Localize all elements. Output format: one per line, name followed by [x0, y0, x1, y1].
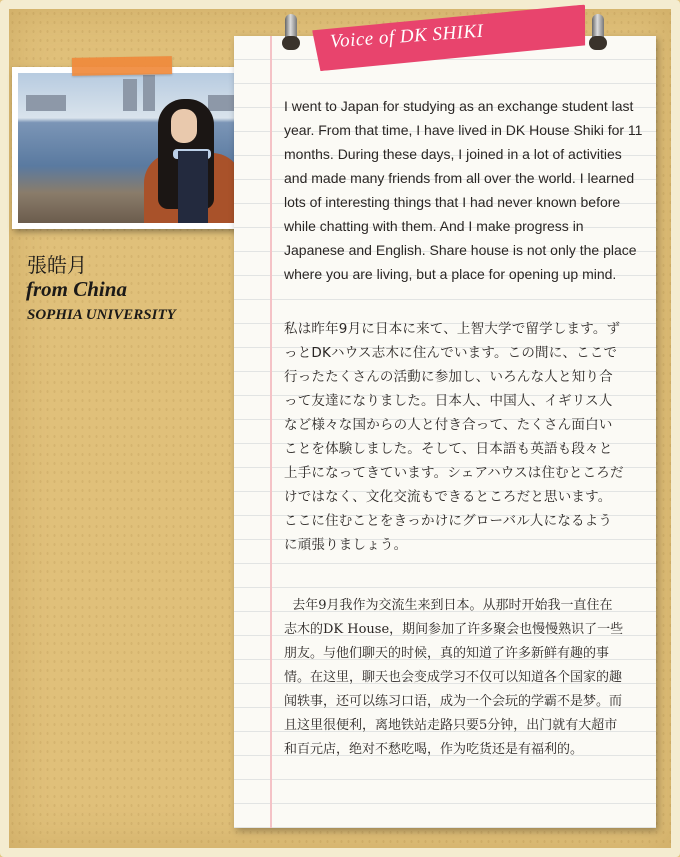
- student-origin: from China: [26, 277, 127, 301]
- student-university: SOPHIA UNIVERSITY: [27, 307, 176, 323]
- binder-ring-left: [285, 14, 297, 50]
- binder-ring-right: [592, 14, 604, 50]
- student-name: 張皓月: [27, 253, 87, 277]
- photo-tape: [72, 56, 172, 76]
- testimonial-chinese: 去年9月我作为交流生来到日本。从那时开始我一直住在志木的DK House，期间参加了许多聚会也慢慢熟识了一些朋友。与他们聊天的时候，真的知道了许多新鲜有趣的事情。在这里，聊天也会变成学习不仅可以知道各个国家的趣闻轶事，还可以练习口语，成为一个会玩的学霸不是梦。而且这里很便利，离地铁站走路只要5分钟，出门就有大超市和百元店，绝对不愁吃喝，作为吃货还是有福利的。: [284, 598, 624, 757]
- profile-photo-card: [12, 67, 258, 229]
- testimonial-japanese: 私は昨年9月に日本に来て、上智大学で留学します。ずっとDKハウス志木に住んでいます。この間に、ここで行ったたくさんの活動に参加し、いろんな人と知り合って友達になりました。日本人、中国人、イギリス人など様々な国からの人と付き合って、たくさん面白いことを体験しました。そして、日本語も英語も段々と上手になってきています。シェアハウスは住むところだけではなく、文化交流もできるところだと思います。ここに住むことをきっかけにグローバル人になるように頑張りましょう。: [284, 321, 624, 553]
- profile-photo: [18, 73, 252, 223]
- voice-banner-label: Voice of DK SHIKI: [329, 20, 485, 53]
- testimonial-english: I went to Japan for studying as an exchange student last year. From that time, I have lived in DK House Shiki for 11 months. During these days, I joined in a lot of activities and made many friends from all over the world. I learned lots of interesting things that I had never known before while chatting with them. And I make progress in Japanese and English. Share house is not only the place where you are living, but a place for opening up mind.: [284, 98, 643, 282]
